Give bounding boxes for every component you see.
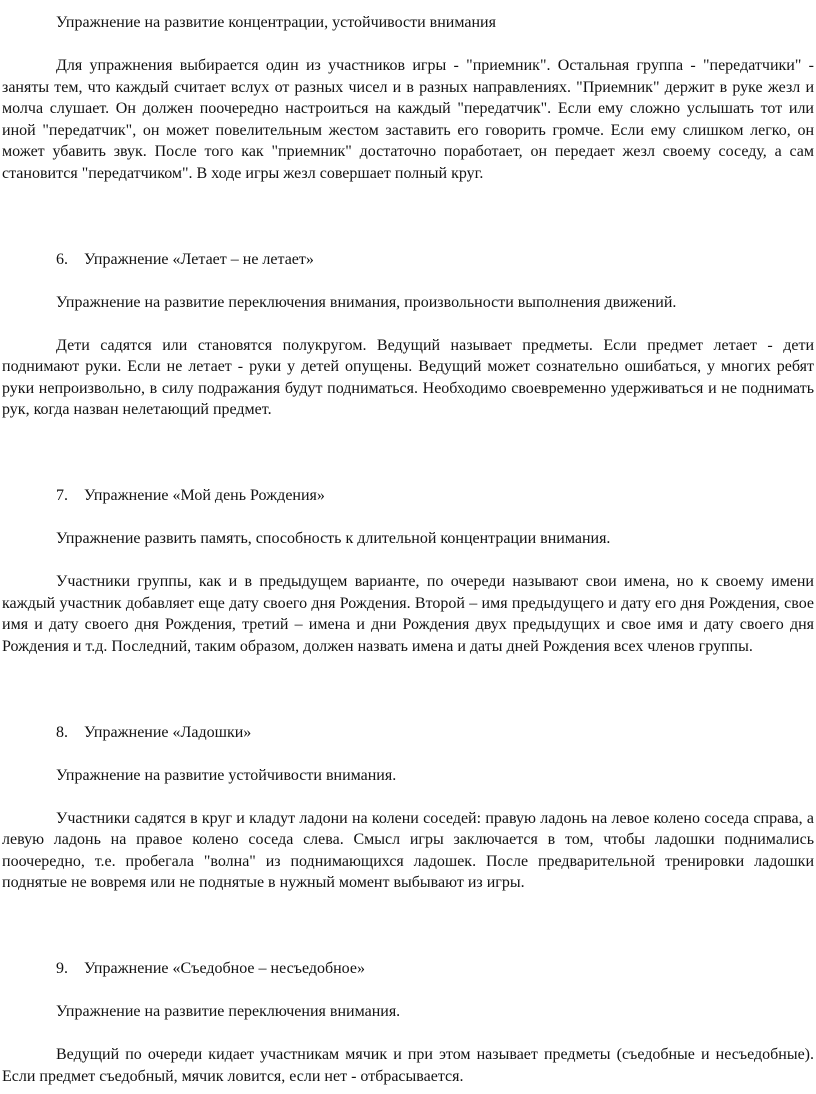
exercise-heading (2, 485, 814, 507)
intro-text: Для упражнения выбирается один из участников игры - "приемник". Остальная группа - "передатчики" - заняты тем, что каждый считает вслух от разных чисел и в разных направлениях. "Приемник" держит в руке жезл и молча слушает. Он должен поочередно настроиться на каждый "передатчик". Если ему сложно услышать тот или иной "передатчик", он может повелительным жестом заставить его говорить громче. Если ему слишком легко, он может убавить звук. После того как "приемник" достаточно поработает, он передает жезл своему соседу, а сам становится "передатчиком". В ходе игры жезл совершает полный круг. (2, 57, 814, 182)
exercise-6 (2, 249, 814, 421)
exercise-title: Упражнение «Летает – не летает» (84, 250, 314, 268)
exercise-subtitle: Упражнение на развитие переключения внимания. (56, 1003, 401, 1020)
intro-section (2, 12, 814, 184)
exercise-7 (2, 485, 814, 657)
intro-subtitle: Упражнение на развитие концентрации, устойчивости внимания (56, 14, 496, 31)
exercise-number: 7. (56, 487, 68, 504)
exercise-subtitle: Упражнение на развитие устойчивости внимания. (56, 766, 397, 784)
exercise-title: Упражнение «Мой день Рождения» (84, 487, 325, 504)
exercise-heading (2, 249, 814, 271)
exercise-subtitle: Упражнение развить память, способность к длительной концентрации внимания. (56, 530, 611, 547)
exercise-title: Упражнение «Съедобное – несъедобное» (84, 960, 365, 977)
exercise-heading (2, 958, 814, 980)
exercise-8 (2, 722, 814, 894)
exercise-number: 8. (56, 723, 68, 741)
exercise-title: Упражнение «Ладошки» (84, 723, 252, 741)
exercise-text: Участники садятся в круг и кладут ладони на колени соседей: правую ладонь на левое колено соседа справа, а левую ладонь на правое колено соседа слева. Смысл игры заключается в том, чтобы ладошки поднимались поочередно, т.е. пробегала "волна" из поднимающихся ладошек. После предварительной тренировки ладошки поднятые не вовремя или не поднятые в нужный момент выбывают из игры. (2, 809, 814, 891)
exercise-number: 6. (56, 250, 68, 268)
exercise-text: Ведущий по очереди кидает участникам мячик и при этом называет предметы (съедобные и несъедобные). Если предмет съедобный, мячик ловится, если нет - отбрасывается. (2, 1046, 814, 1085)
exercise-text: Дети садятся или становятся полукругом. Ведущий называет предметы. Если предмет летает - дети поднимают руки. Если не летает - руки у детей опущены. Ведущий может сознательно ошибаться, у многих ребят руки непроизвольно, в силу подражания будут подниматься. Необходимо своевременно удерживаться и не поднимать рук, когда назван нелетающий предмет. (2, 336, 814, 418)
exercise-subtitle: Упражнение на развитие переключения внимания, произвольности выполнения движений. (56, 293, 677, 311)
exercise-9 (2, 958, 814, 1087)
exercise-text: Участники группы, как и в предыдущем варианте, по очереди называют свои имена, но к своему имени каждый участник добавляет еще дату своего дня Рождения. Второй – имя предыдущего и дату его дня Рождения, свое имя и дату своего дня Рождения, третий – имена и дни Рождения двух предыдущих и свое имя и дату своего дня Рождения и т.д. Последний, таким образом, должен назвать имена и даты дней Рождения всех членов группы. (2, 573, 814, 655)
exercise-heading (2, 722, 814, 744)
exercise-number: 9. (56, 960, 68, 977)
